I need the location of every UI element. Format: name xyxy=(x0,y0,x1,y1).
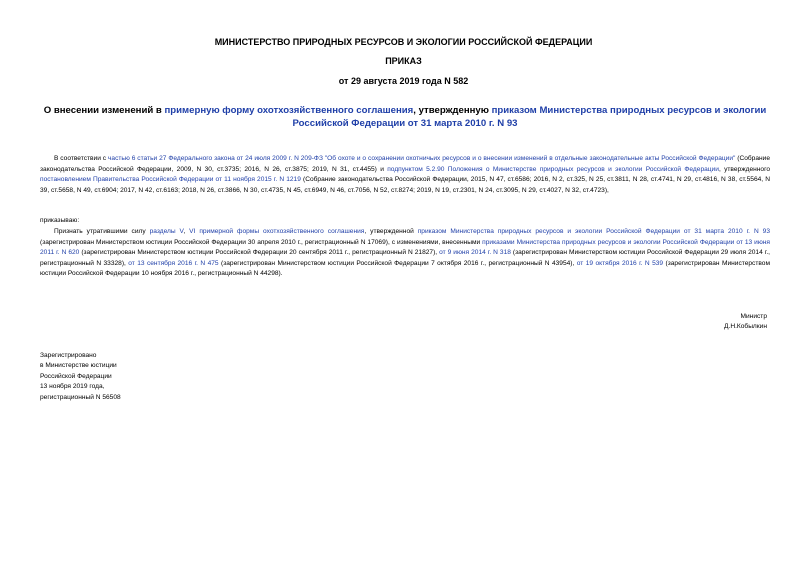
order-text: (зарегистрирован Министерством юстиции Российской Федерации 10 ноября 2016 г., регистрационный N 44298). xyxy=(40,259,770,278)
signatory-name: Д.Н.Кобылкин xyxy=(724,323,767,331)
order-text: , xyxy=(183,228,190,235)
signatory-position: Министр xyxy=(740,313,767,320)
title-text: О внесении изменений в xyxy=(43,105,165,116)
registration-line: 13 ноября 2019 года, xyxy=(40,383,105,391)
date-number-heading: от 29 августа 2019 года N 582 xyxy=(338,76,469,86)
registration-line: регистрационный N 56508 xyxy=(40,393,121,401)
link-order-93[interactable]: приказом Министерства природных ресурсов и экологии Российской Федерации от 31 марта 2010 г. N 93 xyxy=(417,228,770,235)
link-order-475[interactable]: от 13 сентября 2016 г. N 475 xyxy=(128,259,219,267)
registration-line: в Министерстве юстиции xyxy=(40,362,117,370)
ministry-heading: МИНИСТЕРСТВО ПРИРОДНЫХ РЕСУРСОВ И ЭКОЛОГИИ РОССИЙСКОЙ ФЕДЕРАЦИИ xyxy=(214,37,593,47)
title-link-agreement-form[interactable]: примерную форму охотхозяйственного соглашения xyxy=(164,105,414,116)
preamble-text: В соответствии с xyxy=(54,155,108,162)
title-link-order-93[interactable]: приказом Министерства природных ресурсов и экологии Российской Федерации от 31 марта 2010 г. N 93 xyxy=(292,105,767,129)
doc-type-heading: ПРИКАЗ xyxy=(385,56,422,66)
registration-block xyxy=(40,351,121,403)
link-section-vi[interactable]: VI примерной формы охотхозяйственного соглашения xyxy=(189,228,365,235)
order-text: (зарегистрирован Министерством юстиции Российской Федерации 20 сентября 2011 г., регистрационный N 21827), xyxy=(79,249,440,257)
order-text: (зарегистрирован Министерством юстиции Российской Федерации 30 апреля 2010 г., регистрационный N 17069), с изменениями, внесенными xyxy=(40,238,483,246)
registration-line: Российской Федерации xyxy=(40,372,112,380)
registration-line: Зарегистрировано xyxy=(40,352,97,359)
link-subparagraph-5-2-90[interactable]: подпунктом 5.2.90 Положения о Министерстве природных ресурсов и экологии Российской Федерации xyxy=(387,165,719,173)
order-text: , утвержденной xyxy=(364,228,418,235)
link-order-539[interactable]: от 19 октября 2016 г. N 539 xyxy=(576,259,664,267)
order-text: Признать утратившими силу xyxy=(54,228,150,235)
link-section-v[interactable]: разделы V xyxy=(149,228,184,235)
order-text: (зарегистрирован Министерством юстиции Российской Федерации 29 июля 2014 г., регистрационный N 33328), xyxy=(40,249,770,267)
signature-block xyxy=(724,312,767,333)
preamble-text: , утвержденного xyxy=(718,165,770,173)
preamble-text: (Собрание законодательства Российской Федерации, 2009, N 30, ст.3735; 2016, N 26, ст.3875; 2019, N 31, ст.4455) и xyxy=(40,155,770,173)
preamble-text: (Собрание законодательства Российской Федерации, 2015, N 47, ст.6586; 2016, N 2, ст.325, N 25, ст.3811, N 28, ст.4741, N 29, ст.4816, N 38, ст.5564, N 39, ст.5658, N 49, ст.6904; 2017, N 42, ст.6163; 2018, N 26, ст.3866, N 30, ст.4735, N 45, ст.6949, N 46, ст.7056, N 52, ст.8274; 2019, N 19, ст.2301, N 24, ст.3095, N 29, ст.4027, N 32, ст.4723), xyxy=(40,176,770,194)
link-federal-law-209[interactable]: частью 6 статьи 27 Федерального закона от 24 июля 2009 г. N 209-ФЗ "Об охоте и о сохранении охотничьих ресурсов и о внесении изменений в отдельные законодательные акты Российской Федерации" xyxy=(108,155,736,162)
order-paragraph xyxy=(40,227,770,280)
document-title xyxy=(40,104,770,130)
link-government-decree-1219[interactable]: постановлением Правительства Российской Федерации от 11 ноября 2015 г. N 1219 xyxy=(40,176,301,184)
title-text: , утвержденную xyxy=(413,105,492,116)
order-text: (зарегистрирован Министерством юстиции Российской Федерации 7 октября 2016 г., регистрационный N 43954), xyxy=(218,259,577,267)
preamble-paragraph xyxy=(40,154,770,196)
link-order-620[interactable]: приказами Министерства природных ресурсов и экологии Российской Федерации от 13 июня 2011 г. N 620 xyxy=(40,238,770,257)
link-order-318[interactable]: от 9 июня 2014 г. N 318 xyxy=(439,249,511,257)
order-word: приказываю: xyxy=(40,217,80,224)
